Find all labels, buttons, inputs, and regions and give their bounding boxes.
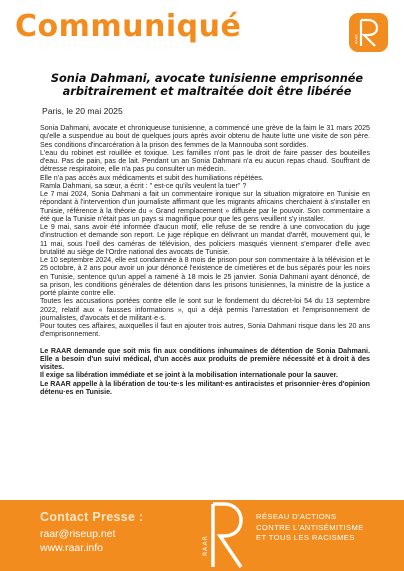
logo-vertical-text: RAAR (353, 33, 358, 44)
paragraph: L'eau du robinet est rouillée et toxique. Les familles n'ont pas le droit de faire passer des bouteilles d'eau. Pas de pain, pas de lait. Pendant un an Sonia Dahmani n'a eu aucun repas chaud. Souffrant de détresse respiratoire, elle n'a pas pu consulter un médecin. (40, 148, 370, 174)
paragraph: Le 9 mai, sans avoir été informée d'aucun motif, elle refuse de se rendre à une convocation du juge d'instruction et demande son report. Le juge réplique en délivrant un mandat d'arrêt, mouvement qui, le 11 mai, sous l'oeil des caméras de télévision, des policiers masqués viennent s'emparer d'elle avec brutalité au siège de l'Ordre national des avocats de Tunisie. (40, 223, 370, 256)
paragraph: Ramla Dahmani, sa sœur, a écrit : " est-ce qu'ils veulent la tuer" ? (40, 181, 247, 190)
demand-paragraph: Il exige sa libération immédiate et se joint à la mobilisation internationale pour la sauver. (40, 371, 339, 380)
article-date: Paris, le 20 mai 2025 (42, 106, 123, 116)
contact-title: Contact Presse : (40, 510, 144, 524)
contact-email-link[interactable]: raar@riseup.net (40, 528, 116, 540)
raar-logo-icon (355, 18, 383, 48)
raar-footer-logo-icon (196, 500, 250, 571)
article-body (40, 124, 370, 396)
page-title: Communiqué (15, 9, 242, 44)
website-link[interactable]: www.raar.info (40, 542, 104, 554)
demand-paragraph: Le RAAR demande que soit mis fin aux conditions inhumaines de détention de Sonia Dahmani. Elle a besoin d'un suivi médical, d'un accès aux produits de première nécessité et à droit à des visites. (40, 346, 370, 371)
paragraph: Le 7 mai 2024, Sonia Dahmani a fait un commentaire ironique sur la situation migratoire en Tunisie en répondant à l'intervention d'un journaliste affirmant que les migrants africains cherchaient à s'installer en Tunisie, référence à la théorie du « Grand remplacement » diffusée par le pouvoir. Son commentaire a été que la Tunisie n'était pas un pays si magnifique pour que les gens veuillent s'y installer. (40, 190, 370, 223)
paragraph: Pour toutes ces affaires, auxquelles il faut en ajouter trois autres, Sonia Dahmani risque dans les 20 ans d'emprisonnement. (40, 322, 370, 339)
org-line: RÉSEAU D'ACTIONS (256, 512, 337, 521)
org-line: CONTRE L'ANTISÉMITISME (256, 522, 364, 532)
demand-paragraph: Le RAAR appelle à la libération de tou·te·s les militant·es antiracistes et prisonnier·ères d'opinion détenu·es en Tunisie. (40, 379, 370, 396)
paragraph: Toutes les accusations portées contre elle le sont sur le fondement du décret-loi 54 du 13 septembre 2022, relatif aux « fausses informations », qui a déjà permis l'arrestation et l'emprisonnement de journalistes, d'avocats et de militant·e·s. (40, 297, 370, 322)
raar-logo (349, 13, 388, 52)
paragraph: Le 10 septembre 2024, elle est condamnée à 8 mois de prison pour son commentaire à la télévision et le 25 octobre, à 2 ans pour avoir un jour dénoncé l'existence de cimetières et de bus séparés pour les noirs en Tunisie, sentence qu'un appel a ramené à 18 mois le 25 janvier. Sonia Dahmani ayant dénoncé, de sa prison, les conditions générales de détention dans les prisons tunisiennes, la ministre de la justice a porté plainte contre elle. (40, 256, 370, 297)
footer (0, 500, 404, 571)
organization-name (256, 512, 396, 544)
org-line: ET TOUS LES RACISMES (256, 533, 355, 542)
paragraph: Elle n'a pas accès aux médicaments et subit des humiliations répétées. (40, 173, 264, 182)
paragraph: Sonia Dahmani, avocate et chroniqueuse tunisienne, a commencé une grève de la faim le 31 mars 2025 qu'elle a suspendue au bout de quelques jours après avoir obtenu de haute lutte une visite de son père. Ses conditions d'incarcération à la prison des femmes de la Mannouba sont sordides. (40, 124, 370, 149)
article-subtitle: Sonia Dahmani, avocate tunisienne emprisonnée arbitrairement et maltraitée doit être libérée (50, 72, 364, 98)
footer-logo-vertical-text: RAAR (202, 535, 209, 556)
